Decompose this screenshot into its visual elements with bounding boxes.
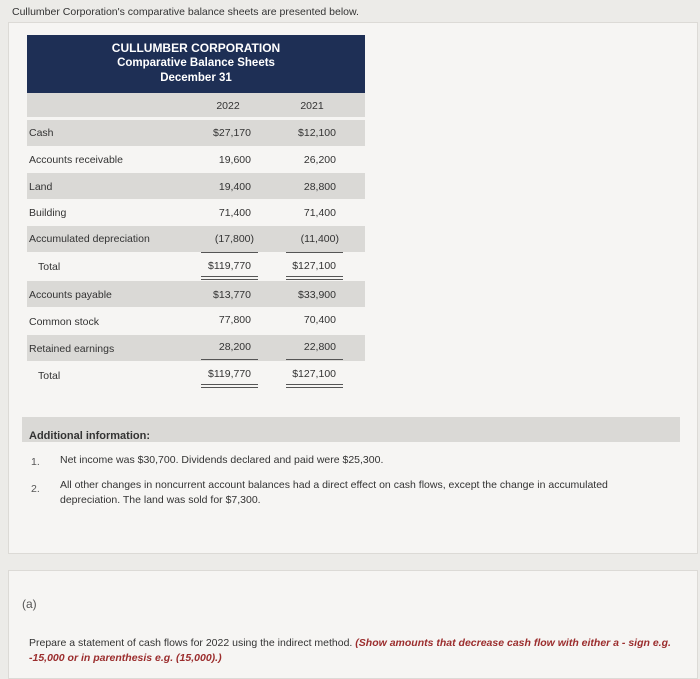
accounts-receivable-2022: 19,600	[218, 154, 251, 166]
total-double-rule	[286, 279, 343, 280]
total-double-rule	[201, 279, 258, 280]
liabilities-total-label: Total	[38, 370, 61, 382]
building-2022: 71,400	[218, 207, 251, 219]
row-label-accounts-payable: Accounts payable	[29, 289, 112, 301]
subtotal-rule	[286, 359, 343, 360]
retained-earnings-2022: 28,200	[218, 341, 251, 353]
row-label-common-stock: Common stock	[29, 316, 100, 328]
table-header	[27, 35, 365, 93]
assets-total-2021: $127,100	[292, 260, 336, 272]
row-label-accounts-receivable: Accounts receivable	[29, 154, 123, 166]
total-double-rule	[201, 276, 258, 277]
subtotal-rule	[286, 252, 343, 253]
instructions-emphasis: (Show amounts that decrease cash flow with either a - sign e.g. -15,000 or in parenthesis e.g. (15,000).)	[29, 637, 671, 664]
instructions	[29, 636, 679, 666]
part-label: (a)	[22, 597, 37, 611]
row-label-retained-earnings: Retained earnings	[29, 343, 115, 355]
item-number: 2.	[31, 483, 40, 495]
row-label-land: Land	[29, 181, 53, 193]
year-2022-header: 2022	[216, 100, 240, 112]
subtotal-rule	[201, 252, 258, 253]
instructions-text: Prepare a statement of cash flows for 2022 using the indirect method.	[29, 637, 353, 649]
statement-title: Comparative Balance Sheets	[117, 57, 275, 69]
total-double-rule	[286, 384, 343, 385]
common-stock-2022: 77,800	[218, 314, 251, 326]
year-2021-header: 2021	[300, 100, 324, 112]
additional-info-title: Additional information:	[29, 430, 150, 442]
row-label-building: Building	[29, 207, 67, 219]
total-double-rule	[286, 387, 343, 388]
item-number: 1.	[31, 456, 40, 468]
land-2022: 19,400	[218, 181, 251, 193]
cash-2022: $27,170	[213, 127, 251, 139]
total-double-rule	[201, 384, 258, 385]
additional-info-item-2-line-2: depreciation. The land was sold for $7,300.	[60, 494, 261, 506]
assets-total-2022: $119,770	[207, 260, 251, 272]
assets-total-label: Total	[38, 261, 61, 273]
cash-2021: $12,100	[298, 127, 336, 139]
accumulated-depreciation-2021: (11,400)	[300, 233, 339, 245]
retained-earnings-2021: 22,800	[303, 341, 336, 353]
common-stock-2021: 70,400	[303, 314, 336, 326]
total-double-rule	[201, 387, 258, 388]
building-2021: 71,400	[303, 207, 336, 219]
liabilities-total-2021: $127,100	[292, 368, 336, 380]
accounts-receivable-2021: 26,200	[303, 154, 336, 166]
subtotal-rule	[201, 359, 258, 360]
intro-text: Cullumber Corporation's comparative balance sheets are presented below.	[12, 6, 359, 18]
accounts-payable-2022: $13,770	[213, 289, 251, 301]
statement-date: December 31	[160, 72, 232, 84]
land-2021: 28,800	[303, 181, 336, 193]
additional-info-item-1: Net income was $30,700. Dividends declared and paid were $25,300.	[60, 454, 384, 466]
accumulated-depreciation-2022: (17,800)	[214, 233, 254, 245]
total-double-rule	[286, 276, 343, 277]
liabilities-total-2022: $119,770	[207, 368, 251, 380]
accounts-payable-2021: $33,900	[298, 289, 336, 301]
row-label-accumulated-depreciation: Accumulated depreciation	[29, 233, 150, 245]
row-label-cash: Cash	[29, 127, 54, 139]
additional-info-item-2-line-1: All other changes in noncurrent account balances had a direct effect on cash flows, except the change in accumulated	[60, 479, 608, 491]
company-name: CULLUMBER CORPORATION	[111, 41, 281, 55]
